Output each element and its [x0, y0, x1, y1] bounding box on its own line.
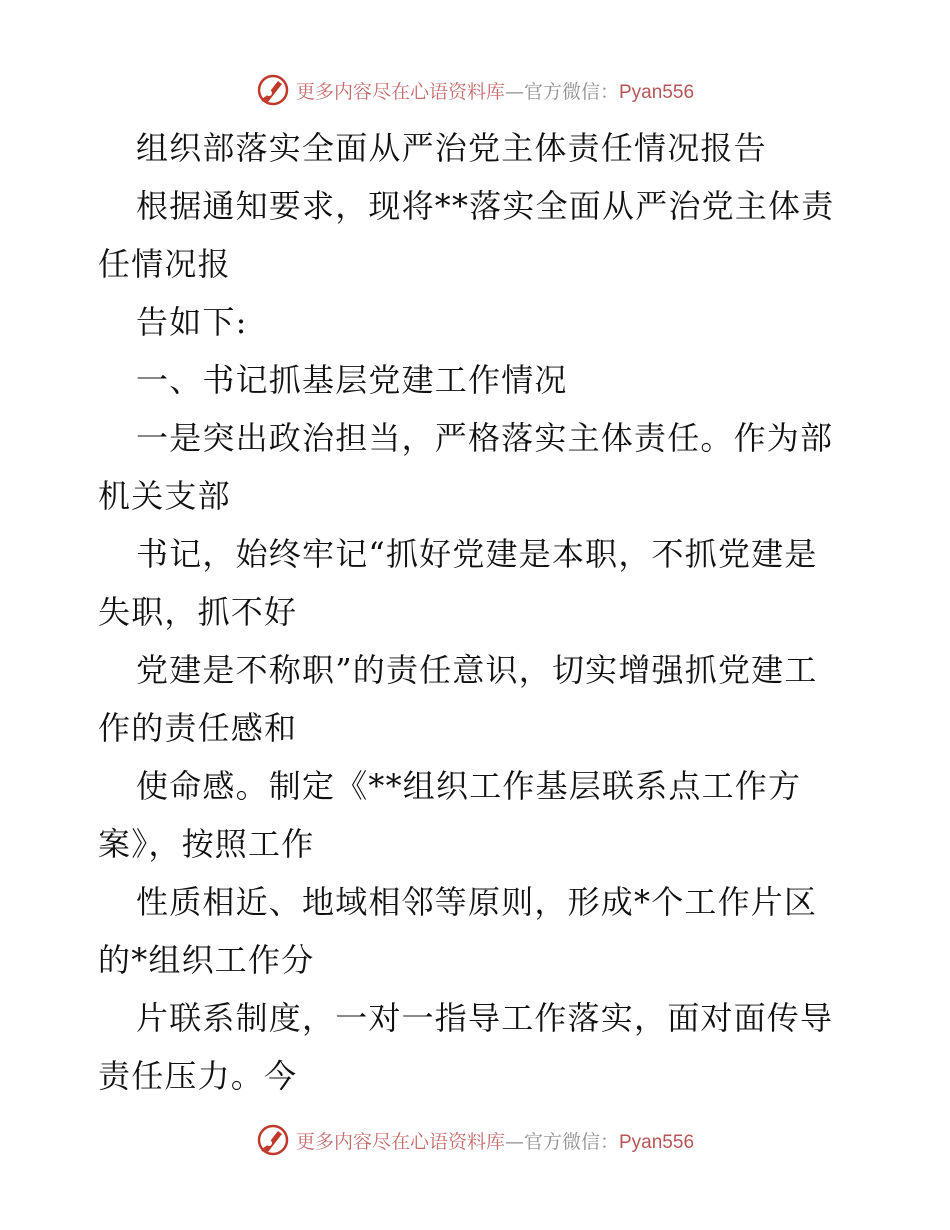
- paragraph-line: 根据通知要求，现将**落实全面从严治党主体责: [136, 187, 835, 225]
- paragraph-line: 片联系制度，一对一指导工作落实，面对面传导: [136, 999, 834, 1037]
- paragraph-line: 的*组织工作分: [98, 941, 315, 979]
- paragraph-line: 失职，抓不好: [98, 593, 298, 631]
- paragraph-line: 书记，始终牢记“抓好党建是本职，不抓党建是: [136, 535, 818, 573]
- paragraph-line: 机关支部: [98, 477, 231, 515]
- paragraph-line: 性质相近、地域相邻等原则，形成*个工作片区: [136, 883, 818, 921]
- paragraph-line: 责任压力。今: [98, 1057, 298, 1095]
- paragraph-line: 案》，按照工作: [98, 825, 315, 863]
- watermark-group: [256, 1123, 694, 1157]
- paragraph-line: 告如下:: [136, 303, 248, 341]
- section-heading: 一、书记抓基层党建工作情况: [136, 361, 568, 399]
- watermark-site-name: 更多内容尽在心语资料库: [295, 80, 505, 103]
- watermark-wechat-id: Pyan556: [619, 1131, 695, 1153]
- watermark-wechat-id: Pyan556: [619, 81, 695, 103]
- document-title: 组织部落实全面从严治党主体责任情况报告: [136, 129, 767, 167]
- paragraph-line: 一是突出政治担当，严格落实主体责任。作为部: [136, 419, 834, 457]
- pen-seal-icon: [256, 1123, 290, 1157]
- watermark-wechat-label: —官方微信：: [504, 80, 619, 103]
- watermark-wechat-label: —官方微信：: [504, 1130, 619, 1153]
- watermark-site-name: 更多内容尽在心语资料库: [295, 1130, 505, 1153]
- paragraph-line: 作的责任感和: [98, 709, 298, 747]
- footer-watermark: [0, 1120, 950, 1160]
- paragraph-line: 任情况报: [98, 245, 231, 283]
- paragraph-line: 党建是不称职”的责任意识，切实增强抓党建工: [136, 651, 818, 689]
- paragraph-line: 使命感。制定《**组织工作基层联系点工作方: [136, 767, 802, 805]
- watermark-text: [296, 1127, 694, 1154]
